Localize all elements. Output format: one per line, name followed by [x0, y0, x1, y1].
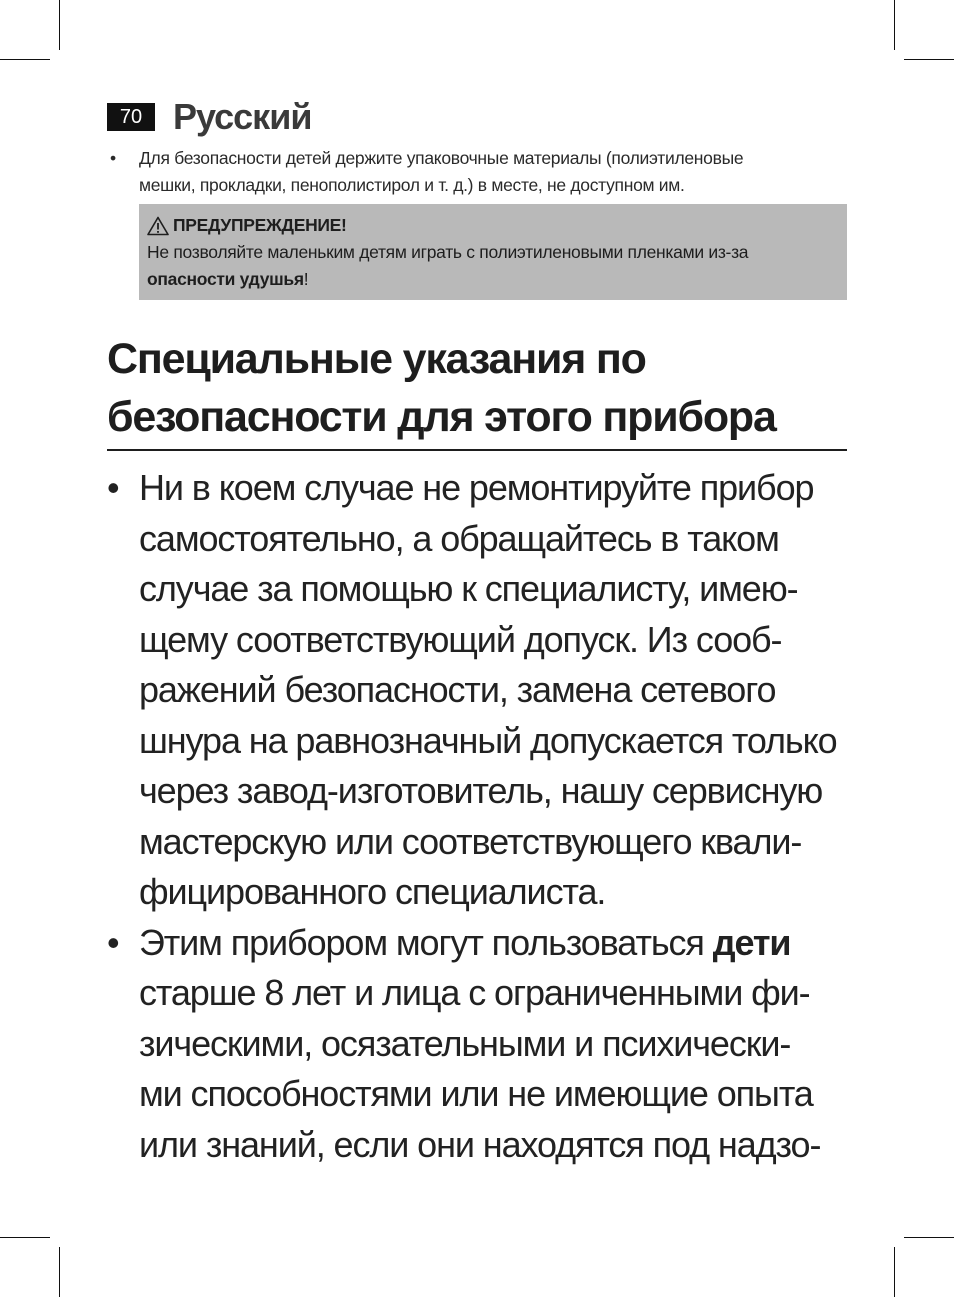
bullet: •	[107, 921, 119, 963]
item-line	[139, 918, 867, 969]
item-line: мастерскую или соответствующего квали-	[139, 820, 802, 862]
item-line: случае за помощью к специалисту, имею-	[139, 568, 798, 609]
warning-punctuation: !	[303, 269, 309, 289]
language-title: Русский	[173, 96, 312, 137]
item-line: или знаний, если они находятся под надзо-	[139, 1123, 821, 1165]
item-line: самостоятельно, а обращайтесь в таком	[139, 517, 779, 559]
bullet: •	[107, 467, 119, 508]
page-header	[107, 98, 311, 136]
page-number: 70	[107, 103, 155, 131]
item-line: щему соответствующий допуск. Из сооб-	[139, 618, 782, 660]
crop-mark-bottom-right-horizontal	[904, 1237, 954, 1238]
section-title	[107, 330, 847, 446]
safety-instructions-list	[107, 463, 867, 1170]
item-line: старше 8 лет и лица с ограниченными фи-	[139, 972, 810, 1013]
warning-text-line2	[147, 266, 839, 293]
crop-mark-bottom-left-horizontal	[0, 1237, 50, 1238]
intro-line: мешки, прокладки, пенополистирол и т. д.) в месте, не доступном им.	[139, 175, 685, 195]
list-item	[107, 918, 867, 1171]
item-line: ражений безопасности, замена сетевого	[139, 669, 776, 710]
item-emphasis: дети	[712, 921, 791, 963]
section-title-line: Специальные указания по	[107, 335, 646, 383]
item-line: фицированного специалиста.	[139, 871, 606, 912]
item-line: шнура на равнозначный допускается только	[139, 719, 837, 761]
crop-mark-top-right-horizontal	[904, 59, 954, 60]
crop-mark-bottom-left-vertical	[59, 1247, 60, 1297]
warning-triangle-icon	[147, 216, 169, 236]
list-item	[107, 145, 847, 199]
crop-mark-bottom-right-vertical	[894, 1247, 895, 1297]
warning-title: ПРЕДУПРЕЖДЕНИЕ!	[173, 215, 347, 235]
item-line: зическими, осязательными и психически-	[139, 1022, 791, 1064]
warning-heading	[147, 212, 839, 239]
list-item	[107, 463, 867, 918]
item-line-start: Этим прибором могут пользоваться	[139, 921, 713, 963]
crop-mark-top-right-vertical	[894, 0, 895, 50]
crop-mark-top-left-vertical	[59, 0, 60, 50]
item-line: через завод-изготовитель, нашу сервисную	[139, 770, 823, 811]
item-line: ми способностями или не имеющие опыта	[139, 1073, 813, 1114]
intro-list	[107, 145, 847, 199]
intro-line: Для безопасности детей держите упаковочные материалы (полиэтиленовые	[139, 148, 744, 168]
warning-text-line1: Не позволяйте маленьким детям играть с полиэтиленовыми пленками из-за	[147, 242, 749, 262]
section-title-line: безопасности для этого прибора	[107, 393, 776, 441]
warning-box	[139, 204, 847, 300]
bullet: •	[110, 148, 116, 168]
section-divider	[107, 449, 847, 451]
crop-mark-top-left-horizontal	[0, 59, 50, 60]
item-line: Ни в коем случае не ремонтируйте прибор	[139, 467, 814, 508]
warning-emphasis: опасности удушья	[147, 269, 304, 289]
